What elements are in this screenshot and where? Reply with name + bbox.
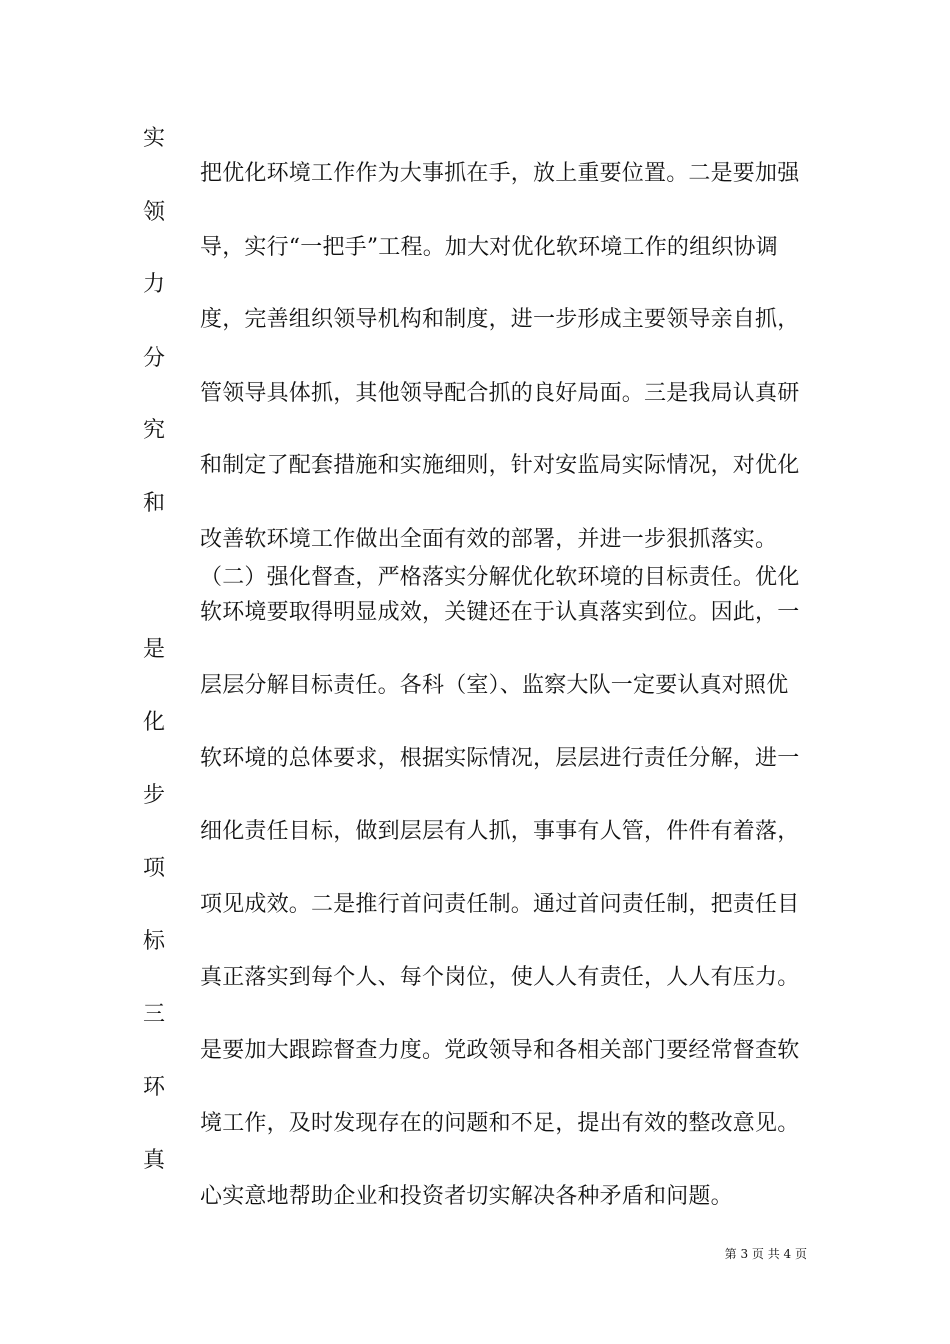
margin-char: 力 [143, 272, 166, 297]
margin-char: 分 [143, 346, 166, 371]
margin-char: 领 [143, 200, 166, 225]
body-line: 软环境的总体要求，根据实际情况，层层进行责任分解，进一 [200, 746, 800, 771]
body-line: 软环境要取得明显成效，关键还在于认真落实到位。因此，一 [200, 600, 800, 625]
body-line: 真正落实到每个人、每个岗位，使人人有责任，人人有压力。 [200, 965, 800, 990]
margin-char: 化 [143, 710, 166, 735]
body-line: 是要加大跟踪督查力度。党政领导和各相关部门要经常督查软 [200, 1038, 800, 1063]
body-line: 导，实行“一把手”工程。加大对优化软环境工作的组织协调 [200, 235, 778, 260]
margin-char: 是 [143, 637, 166, 662]
margin-char: 真 [143, 1148, 166, 1173]
body-line: 境工作，及时发现存在的问题和不足，提出有效的整改意见。 [200, 1111, 800, 1136]
body-line: 心实意地帮助企业和投资者切实解决各种矛盾和问题。 [200, 1184, 733, 1209]
margin-char: 究 [143, 418, 166, 443]
margin-char: 和 [143, 491, 166, 516]
body-line: 管领导具体抓，其他领导配合抓的良好局面。三是我局认真研 [200, 381, 800, 406]
body-line: 和制定了配套措施和实施细则，针对安监局实际情况，对优化 [200, 453, 800, 478]
body-line: 把优化环境工作作为大事抓在手，放上重要位置。二是要加强 [200, 161, 800, 186]
body-line: 层层分解目标责任。各科（室）、监察大队一定要认真对照优 [200, 673, 789, 698]
margin-char: 实 [143, 126, 166, 151]
body-line: （二）强化督查，严格落实分解优化软环境的目标责任。优化 [200, 565, 800, 590]
body-line: 改善软环境工作做出全面有效的部署，并进一步狠抓落实。 [200, 527, 778, 552]
margin-char: 环 [143, 1075, 166, 1100]
margin-char: 标 [143, 929, 166, 954]
margin-char: 项 [143, 856, 166, 881]
body-line: 度，完善组织领导机构和制度，进一步形成主要领导亲自抓， [200, 307, 800, 332]
page-number-footer: 第 3 页 共 4 页 [724, 1247, 807, 1261]
body-line: 细化责任目标，做到层层有人抓，事事有人管，件件有着落， [200, 819, 800, 844]
margin-char: 三 [143, 1002, 166, 1027]
margin-char: 步 [143, 783, 166, 808]
body-line: 项见成效。二是推行首问责任制。通过首问责任制，把责任目 [200, 892, 800, 917]
